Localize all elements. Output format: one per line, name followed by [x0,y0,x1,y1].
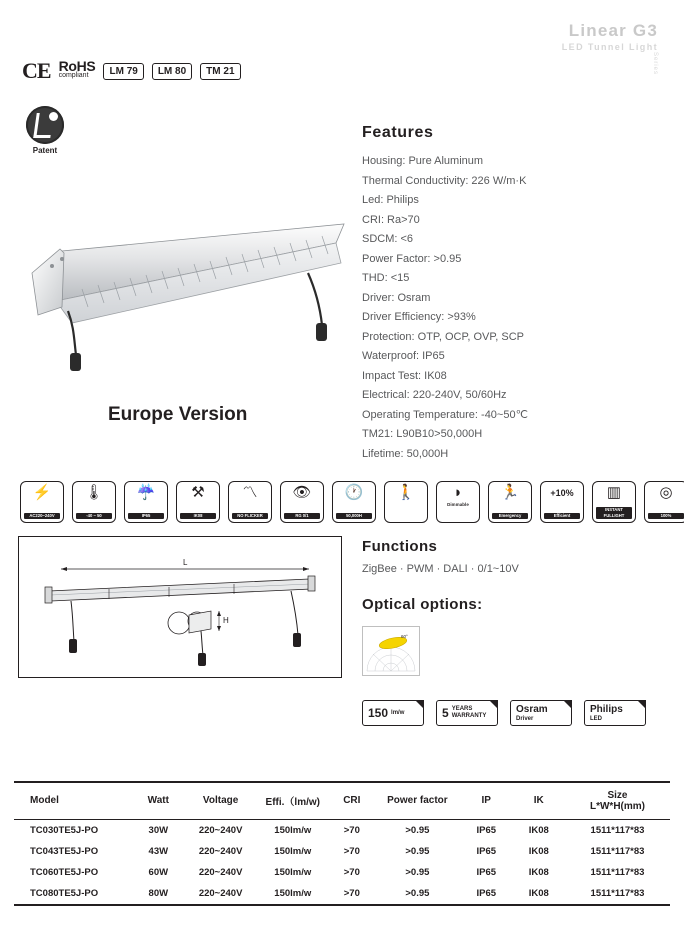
cell-efficacy: 150lm/w [274,825,312,837]
cell-cri: >70 [343,846,360,858]
cell-model: TC060TE5J-PO [30,867,99,879]
brand-name: Linear G3 [568,21,658,40]
feature-item: Protection: OTP, OCP, OVP, SCP [362,330,525,343]
impact-ik08-icon: ⚒ IK08 [176,481,220,523]
feature-item: Operating Temperature: -40~50℃ [362,408,528,421]
certification-row [22,58,241,84]
header-size-line1: Size [607,789,628,801]
patent-label: Patent [32,146,58,155]
functions-section [362,538,662,575]
efficacy-unit: lm/w [391,709,405,716]
cell-size: 1511*117*83 [590,888,645,900]
motion-sensor-icon: 🚶 [384,481,428,523]
cell-power-factor: >0.95 [405,867,430,879]
tm21-tag: TM 21 [200,63,240,80]
cell-efficacy: 150lm/w [274,867,312,879]
dimension-drawing-svg [19,537,339,675]
spec-table-grid [14,783,670,819]
header-ik: IK [533,795,544,807]
table-header-row [14,783,670,819]
optical-options-section [362,596,662,613]
version-label: Europe Version [108,404,248,425]
header-efficacy: Effi.（lm/w) [265,797,320,809]
flicker-free-icon-label: NO FLICKER [232,513,268,519]
cell-size: 1511*117*83 [590,846,645,858]
cell-voltage: 220~240V [198,846,243,858]
feature-item: Impact Test: IK08 [362,369,447,382]
feature-item: Driver Efficiency: >93% [362,311,476,323]
ce-mark: CE [22,58,51,83]
feature-item: Lifetime: 50,000H [362,447,449,460]
table-row [14,862,670,883]
temperature-icon-label: -40 ~ 50 [76,513,112,519]
dimmable-icon: ◗ Dimmable [436,481,480,523]
instant-fullight-icon-label: INSTANT FULLIGHT [596,507,632,519]
feature-item: SDCM: <6 [362,233,414,245]
voltage-icon: ⚡ AC220~240V [20,481,64,523]
cell-cri: >70 [343,867,360,879]
beam-angle-label: 60° [401,634,408,639]
functions-text: ZigBee · PWM · DALI · 0/1~10V [362,563,519,575]
rohs-sublabel: compliant [58,72,89,79]
optical-option-thumbnail[interactable] [362,626,420,676]
high-efficient-icon-label: Efficient [544,513,580,519]
cell-watt: 30W [148,825,169,837]
patent-badge [22,106,68,160]
ip65-icon-label: IP65 [128,513,164,519]
feature-item: Housing: Pure Aluminum [362,155,484,167]
features-title: Features [362,124,434,141]
spec-table [14,781,670,906]
ip65-icon: ☔ IP65 [124,481,168,523]
cell-power-factor: >0.95 [405,846,430,858]
cell-ip: IP65 [476,846,497,858]
cell-voltage: 220~240V [198,867,243,879]
cell-model: TC043TE5J-PO [30,846,99,858]
ik08-icon-label: IK08 [180,513,216,519]
table-bottom-rule [14,904,670,906]
efficacy-badge [362,700,424,726]
brand-subtitle: LED Tunnel Light [561,42,658,52]
header-size-line2: L*W*H(mm) [589,800,645,812]
cell-size: 1511*117*83 [590,867,645,879]
patent-icon [26,106,64,144]
feature-item: Electrical: 220-240V, 50/60Hz [362,389,507,401]
rohs-label: RoHS [58,58,96,74]
cell-voltage: 220~240V [198,888,243,900]
rohs-mark [58,58,96,81]
cell-ik: IK08 [528,825,549,837]
high-efficient-value: +10% [550,488,574,498]
feature-item: Led: Philips [362,194,419,206]
table-row [14,883,670,904]
cell-ip: IP65 [476,825,497,837]
cell-watt: 80W [148,888,169,900]
lm79-tag: LM 79 [103,63,143,80]
feature-item: Driver: Osram [362,291,431,304]
cell-power-factor: >0.95 [405,825,430,837]
header-size [565,783,670,819]
driver-label: Driver [516,715,534,722]
header-power-factor: Power factor [387,795,448,807]
cell-cri: >70 [343,888,360,900]
voltage-icon-label: AC220~240V [24,513,60,519]
warranty-years-label: YEARS [451,706,473,712]
cell-watt: 43W [148,846,169,858]
height-label: H [223,616,229,625]
rg-icon-label: RG 0/1 [284,513,320,519]
cell-model: TC030TE5J-PO [30,825,99,837]
feature-item: TM21: L90B10>50,000H [362,428,483,440]
cell-watt: 60W [148,867,169,879]
product-illustration [16,215,346,375]
header-cri: CRI [343,795,361,807]
product-image [16,215,346,375]
cell-ik: IK08 [528,867,549,879]
cell-size: 1511*117*83 [590,825,645,837]
functions-title: Functions [362,538,438,555]
dimension-drawing [18,536,342,678]
driver-badge [510,700,572,726]
feature-icon-strip [20,481,673,525]
header-ip: IP [481,795,491,807]
brand-block [561,21,658,76]
cell-model: TC080TE5J-PO [30,888,99,900]
feature-item: THD: <15 [362,272,410,284]
high-efficient-icon [540,481,584,523]
cell-ik: IK08 [528,846,549,858]
badge-row [362,700,646,726]
feature-item: Thermal Conductivity: 226 W/m·K [362,174,527,187]
header-watt: Watt [147,795,169,807]
cell-efficacy: 150lm/w [274,888,312,900]
cell-ip: IP65 [476,888,497,900]
features-list [362,152,662,464]
lifetime-icon-label: 50,000H [336,513,372,519]
led-badge [584,700,646,726]
flicker-free-icon: 〽 NO FLICKER [228,481,272,523]
spec-table-body [14,820,670,904]
instant-fullight-icon: ▥ INSTANT FULLIGHT [592,481,636,523]
beam-diagram-icon [363,627,419,675]
lifetime-icon: 🕐 50,000H [332,481,376,523]
cell-efficacy: 150lm/w [274,846,312,858]
length-label: L [183,558,188,567]
cell-power-factor: >0.95 [405,888,430,900]
emergency-icon: 🏃 Emergency [488,481,532,523]
led-brand: Philips [590,703,623,715]
efficacy-value: 150 [368,706,389,720]
led-label: LED [590,715,602,722]
cell-voltage: 220~240V [198,825,243,837]
header-voltage: Voltage [202,795,239,807]
temperature-icon: 🌡 -40 ~ 50 [72,481,116,523]
table-row [14,820,670,841]
feature-item: Power Factor: >0.95 [362,252,462,265]
photobiological-safety-icon: 👁 RG 0/1 [280,481,324,523]
table-row [14,841,670,862]
warranty-label: WARRANTY [451,713,487,719]
dimmable-icon-label: Dimmable [447,502,469,507]
warranty-badge [436,700,498,726]
features-section [362,124,662,464]
header-model: Model [30,795,59,807]
driver-brand: Osram [516,703,548,715]
brand-series: Series [652,52,658,76]
hundred-percent-icon: ◎ 100% [644,481,684,523]
cell-ip: IP65 [476,867,497,879]
cell-ik: IK08 [528,888,549,900]
cell-cri: >70 [343,825,360,837]
optical-options-title: Optical options: [362,596,483,613]
hundred-percent-icon-label: 100% [648,513,684,519]
lm80-tag: LM 80 [152,63,192,80]
feature-item: CRI: Ra>70 [362,213,420,226]
warranty-years: 5 [442,706,449,720]
emergency-icon-label: Emergency [492,513,528,519]
feature-item: Waterproof: IP65 [362,350,445,362]
